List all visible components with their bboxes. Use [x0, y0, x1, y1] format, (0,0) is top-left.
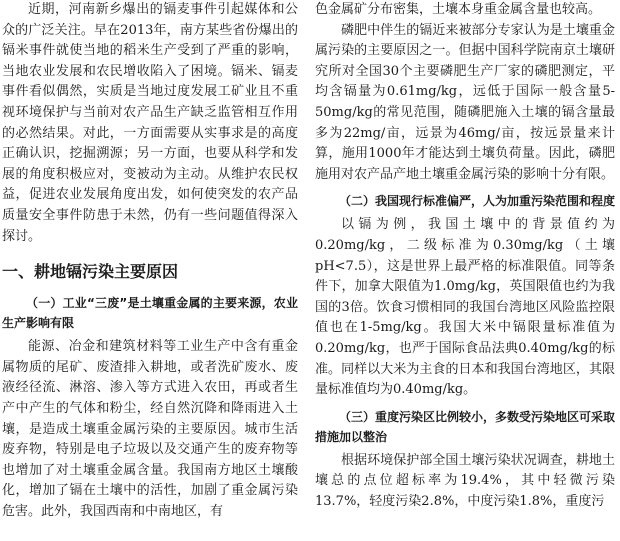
subsection-3-heading: （三）重度污染区比例较小，多数受污染地区可采取措施加以整治 — [315, 409, 615, 444]
subsection-2-heading: （二）我国现行标准偏严，人为加重污染范围和程度 — [339, 194, 615, 209]
survey-paragraph: 根据环境保护部全国土壤污染状况调查，耕地土壤总的点位超标率为19.4%，其中轻微污染13.7%，轻度污染2.8%，中度污染1.8%，重度污 — [315, 452, 615, 509]
left-column — [2, 0, 298, 541]
right-column — [315, 0, 615, 541]
subsection-1-paragraph: 能源、冶金和建筑材料等工业生产中含有重金属物质的尾矿、废渣排入耕地，或者洗矿废水、废液经径流、淋溶、渗入等方式进入农田，再或者生产中产生的气体和粉尘，经自然沉降和降雨进入土壤，是造成土壤重金属污染的主要原因。城市生活废弃物，特别是电子垃圾以及交通产生的废弃物等也增加了对土壤重金属含量。我国南方地区土壤酸化，增加了镉在土壤中的活性，加剧了重金属污染危害。此外，我国西南和中南地区，有 — [2, 339, 298, 519]
subsection-1-heading: （一）工业“三废”是土壤重金属的主要来源，农业生产影响有限 — [2, 296, 298, 331]
phosphate-paragraph: 磷肥中伴生的镉近来被部分专家认为是土壤重金属污染的主要原因之一。但据中国科学院南京土壤研究所对全国30个主要磷肥生产厂家的磷肥测定，平均含镉量为0.61mg/kg，远低于国际一般含量5-50mg/kg的常见范围，随磷肥施入土壤的镉含量最多为22mg/亩，远景为46mg/亩，按远景量来计算，施用1000年才能达到土壤负荷量。因此，磷肥施用对农产品产地土壤重金属污染的影响十分有限。 — [315, 22, 615, 182]
standards-paragraph: 以镉为例，我国土壤中的背景值约为0.20mg/kg，二级标准为0.30mg/kg（土壤pH<7.5），这是世界上最严格的标准限值。同等条件下，加拿大限值为1.0mg/kg，英国限值也约为我国的3倍。饮食习惯相同的我国台湾地区风险监控限值也在1-5mg/kg。我国大米中镉限量标准值为0.20mg/kg，也严于国际食品法典0.40mg/kg的标准。同样以大米为主食的日本和我国台湾地区，其限量标准值均为0.40mg/kg。 — [315, 217, 615, 398]
section-title: 一、耕地镉污染主要原因 — [2, 262, 179, 282]
intro-paragraph: 近期，河南新乡爆出的镉麦事件引起媒体和公众的广泛关注。早在2013年，南方某些省份爆出的镉米事件就使当地的稻米生产受到了严重的影响，当地农业发展和农民增收陷入了困境。镉米、镉麦事件看似偶然，实质是当地过度发展工矿业且不重视环境保护与当前对农产品生产缺乏监管相互作用的必然结果。对此，一方面需要从实事求是的高度正确认识，挖掘溯源；另一方面，也要从科学和发展的角度积极应对，变被动为主动。从维护农民权益，促进农业发展角度出发，如何使突发的农产品质量安全事件防患于未然，仍有一些问题值得深入探讨。 — [2, 2, 298, 244]
continued-paragraph: 色金属矿分布密集，土壤本身重金属含量也较高。 — [315, 2, 602, 17]
